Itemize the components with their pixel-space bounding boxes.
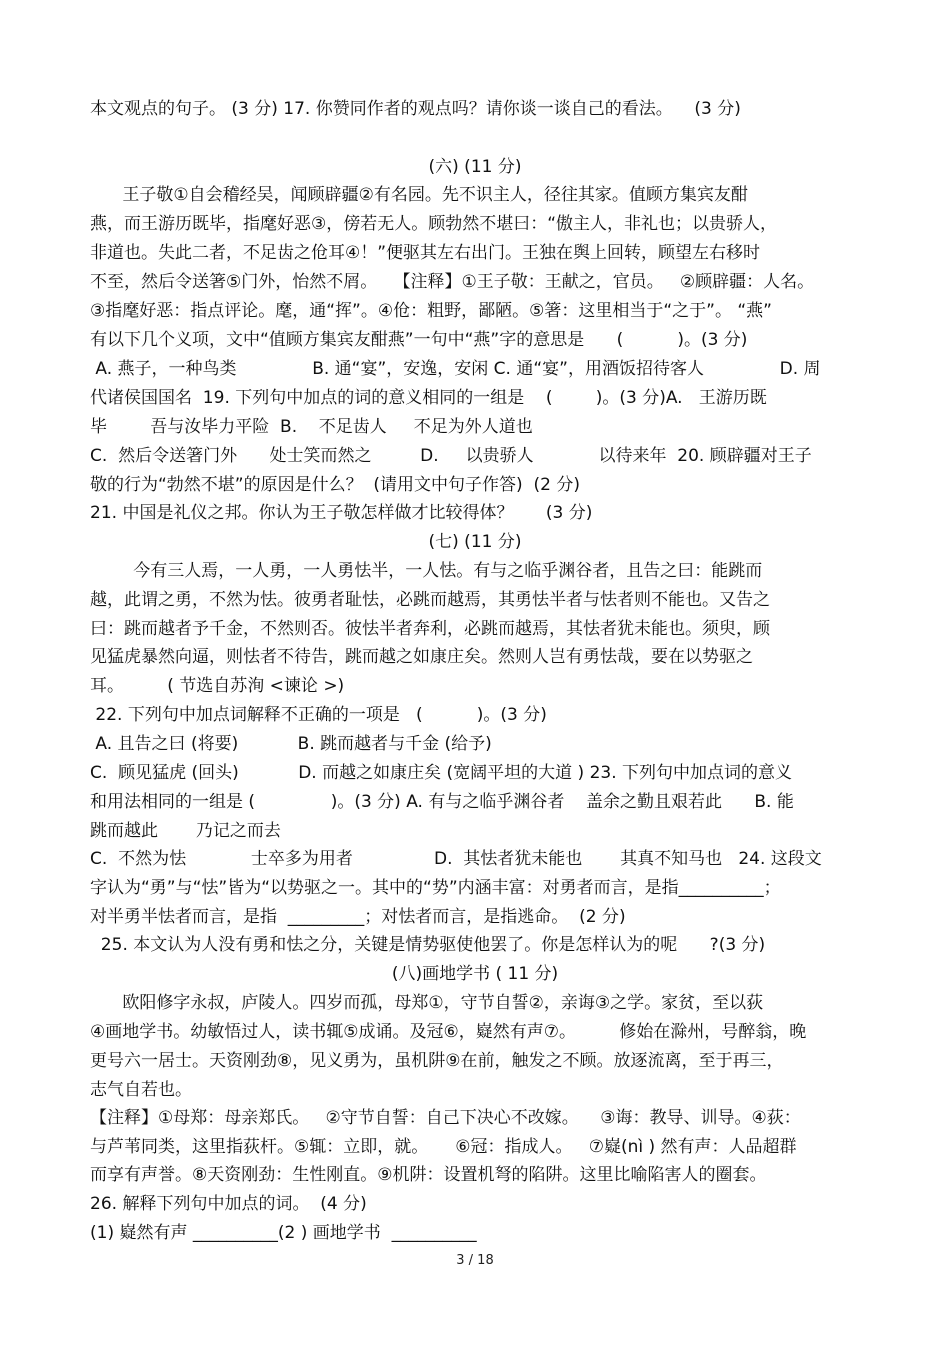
text-line: ④画地学书。幼敏悟过人，读书辄⑤成诵。及冠⑥，嶷然有声⑦。 修始在滁州，号醉翁，晚 [90, 1022, 807, 1042]
text-line: 【注释】①母郑：母亲郑氏。 ②守节自誓：自己下决心不改嫁。 ③诲：教导、训导。④荻： [90, 1108, 801, 1128]
text-line: 22. 下列句中加点词解释不正确的一项是 ( )。(3 分) [90, 705, 547, 725]
text-line: 见猛虎暴然向逼，则怯者不待告，跳而越之如康庄矣。然则人岂有勇怯哉，要在以势驱之 [90, 647, 753, 667]
text-line: 与芦苇同类，这里指荻杆。⑤辄：立即，就。 ⑥冠：指成人。 ⑦嶷(nì ) 然有声：人品超群 [90, 1137, 797, 1157]
text-line: 代诸侯国国名 19. 下列句中加点的词的意义相同的一组是 ( )。(3 分)A. 王游历既 [90, 388, 767, 408]
text-line: 敬的行为“勃然不堪”的原因是什么？ (请用文中句子作答) (2 分) [90, 475, 580, 495]
text-line: 燕，而王游历既毕，指麾好恶③，傍若无人。顾勃然不堪曰：“傲主人，非礼也；以贵骄人， [90, 214, 778, 234]
section-heading: (七) (11 分) [428, 532, 522, 552]
text-line: ③指麾好恶：指点评论。麾，通“挥”。④伧：粗野，鄙陋。⑤箸：这里相当于“之于”。 “燕” [90, 301, 772, 321]
text-line: C. 顾见猛虎 (回头) D. 而越之如康庄矣 (宽阔平坦的大道 ) 23. 下列句中加点词的意义 [90, 763, 793, 783]
text-line: 曰：跳而越者予千金，不然则否。彼怯半者奔利，必跳而越焉，其怯者犹未能也。须臾，顾 [90, 619, 770, 639]
text-line: 26. 解释下列句中加点的词。 (4 分) [90, 1194, 367, 1214]
page-number: 3 / 18 [456, 1253, 494, 1268]
text-line: 王子敬①自会稽经吴，闻顾辟疆②有名园。先不识主人，径往其家。值顾方集宾友酣 [90, 185, 748, 205]
text-line: C. 不然为怯 士卒多为用者 D. 其怯者犹未能也 其真不知马也 24. 这段文 [90, 849, 822, 869]
text-line: A. 燕子，一种鸟类 B. 通“宴”，安逸，安闲 C. 通“宴”，用酒饭招待客人 D. 周 [90, 359, 821, 379]
text-line: 有以下几个义项，文中“值顾方集宾友酣燕”一句中“燕”字的意思是 ( )。(3 分) [90, 330, 748, 350]
section-heading: (八)画地学书 ( 11 分) [391, 964, 559, 984]
text-line: (1) 嶷然有声 __________(2 ) 画地学书 __________ [90, 1223, 477, 1243]
text-line: 而享有声誉。⑧天资刚劲：生性刚直。⑨机阱：设置机弩的陷阱。这里比喻陷害人的圈套。 [90, 1165, 767, 1185]
text-line: 不至，然后令送箸⑤门外，怡然不屑。 【注释】①王子敬：王献之，官员。 ②顾辟疆：人名。 [90, 272, 815, 292]
text-line: 字认为“勇”与“怯”皆为“以势驱之一。其中的“势”内涵丰富：对勇者而言，是指__________； [90, 878, 781, 898]
text-line: 对半勇半怯者而言，是指 _________；对怯者而言，是指逃命。 (2 分) [90, 907, 626, 927]
text-line: 今有三人焉，一人勇，一人勇怯半，一人怯。有与之临乎渊谷者，且告之曰：能跳而 [90, 561, 763, 581]
text-line: 本文观点的句子。 (3 分) 17. 你赞同作者的观点吗？请你谈一谈自己的看法。 (3 分) [90, 99, 741, 119]
text-line: 25. 本文认为人没有勇和怯之分，关键是情势驱使他罢了。你是怎样认为的呢 ?(3 分) [90, 935, 766, 955]
text-line: A. 且告之曰 (将要) B. 跳而越者与千金 (给予) [90, 734, 492, 754]
section-heading: (六) (11 分) [428, 157, 522, 177]
text-line: 志气自若也。 [90, 1080, 192, 1100]
text-line: 毕 吾与汝毕力平险 B. 不足齿人 不足为外人道也 [90, 417, 533, 437]
text-line: C. 然后令送箸门外 处士笑而然之 D. 以贵骄人 以待来年 20. 顾辟疆对王子 [90, 446, 812, 466]
text-line: 跳而越此 乃记之而去 [90, 821, 281, 841]
text-line: 欧阳修字永叔，庐陵人。四岁而孤，母郑①，守节自誓②，亲诲③之学。家贫，至以荻 [90, 993, 764, 1013]
text-line: 21. 中国是礼仪之邦。你认为王子敬怎样做才比较得体？ (3 分) [90, 503, 593, 523]
text-line: 耳。 ( 节选自苏洵 <谏论 >) [90, 676, 345, 696]
text-line: 越，此谓之勇，不然为怯。彼勇者耻怯，必跳而越焉，其勇怯半者与怯者则不能也。又告之 [90, 590, 770, 610]
text-line: 非道也。失此二者，不足齿之伧耳④！”便驱其左右出门。王独在舆上回转，顾望左右移时 [90, 243, 761, 263]
text-line: 更号六一居士。天资刚劲⑧，见义勇为，虽机阱⑨在前，触发之不顾。放逐流离，至于再三， [90, 1051, 784, 1071]
text-line: 和用法相同的一组是 ( )。(3 分) A. 有与之临乎渊谷者 盖余之勤且艰若此 B. 能 [90, 792, 794, 812]
